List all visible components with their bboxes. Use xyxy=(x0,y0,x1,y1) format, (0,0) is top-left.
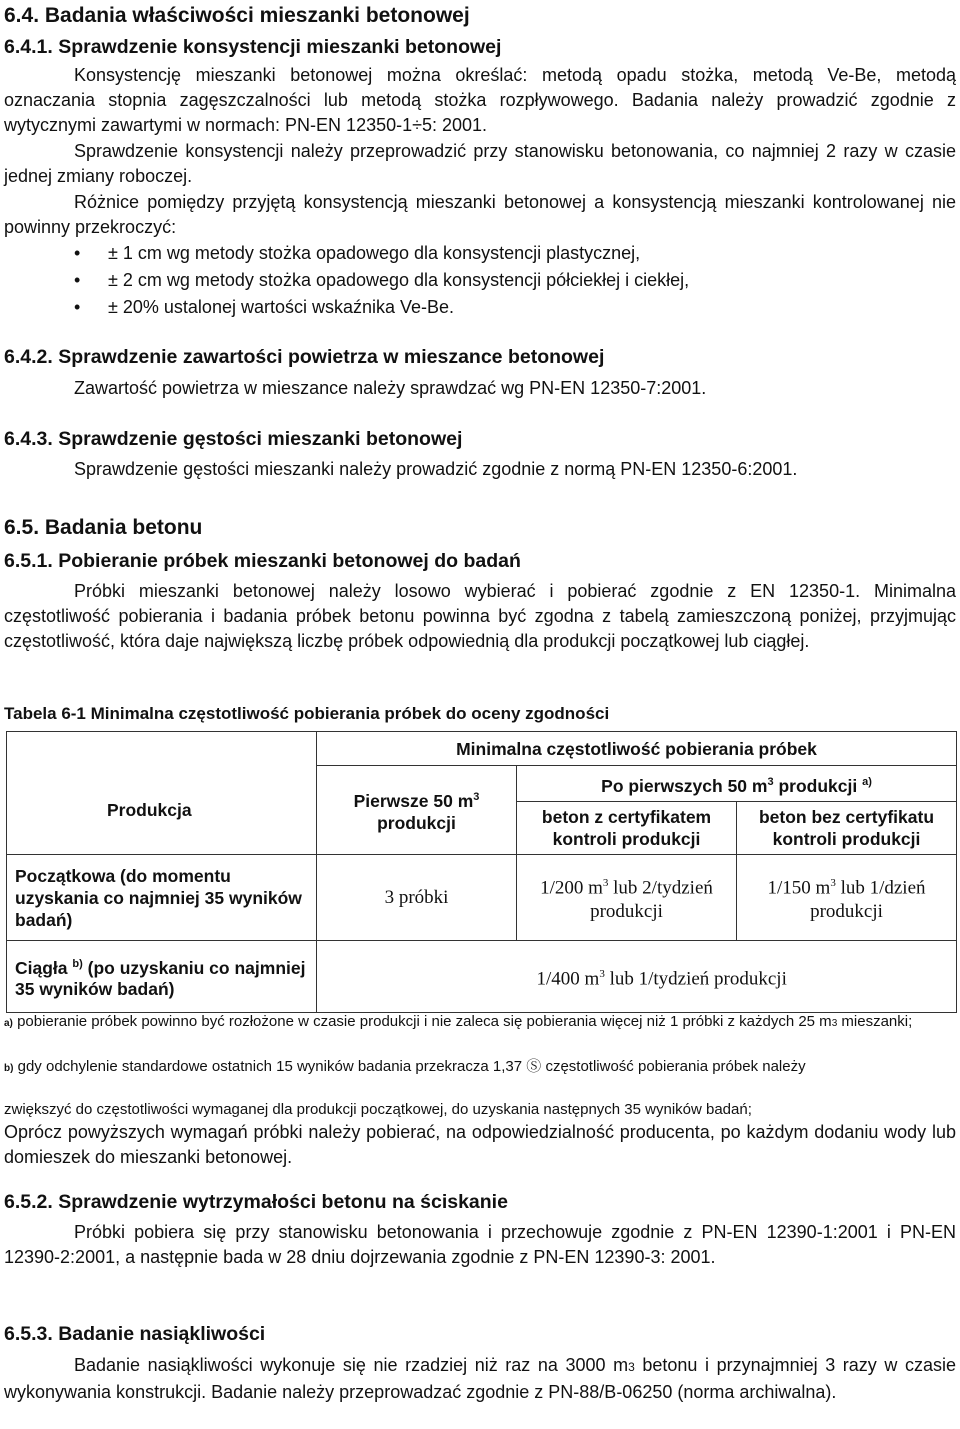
table-header-top: Minimalna częstotliwość pobierania próbek xyxy=(317,732,957,766)
section-heading-6-4-3: 6.4.3. Sprawdzenie gęstości mieszanki betonowej xyxy=(4,428,463,450)
table-corner xyxy=(7,732,317,766)
table-header-after-50: Po pierwszych 50 $m^3$ produkcji $^{a)}$ xyxy=(517,766,957,802)
section-heading-6-4-1: 6.4.1. Sprawdzenie konsystencji mieszanki betonowej xyxy=(4,36,502,58)
paragraph-additional-sampling: Oprócz powyższych wymagań próbki należy pobierać, na odpowiedzialność producenta, po każdym dodaniu wody lub domieszek do mieszanki betonowej. xyxy=(4,1122,956,1167)
table-header-with-certificate: beton z certyfikatem kontroli produkcji xyxy=(517,802,737,855)
table-header-without-certificate: beton bez certyfikatu kontroli produkcji xyxy=(737,802,957,855)
section-heading-6-5-3: 6.5.3. Badanie nasiąkliwości xyxy=(4,1323,266,1345)
table-cell-initial-nocert: 1/150 $m^3$ lub 1/dzień produkcji xyxy=(737,855,957,941)
paragraph-sampling: Próbki mieszanki betonowej należy losowo wybierać i pobierać zgodnie z EN 12350-1. Minimalna częstotliwość pobierania i badania próbek betonu powinna być zgodna z tabelą zamieszczoną poniżej, przyjmując częstotliwość, która daje największą liczbę próbek odpowiednią dla produkcji początkowej lub ciągłej. xyxy=(4,581,956,651)
table-caption: Tabela 6-1 Minimalna częstotliwość pobierania próbek do oceny zgodności xyxy=(4,704,610,723)
table-cell-continuous-first xyxy=(317,941,517,1013)
paragraph-consistency-tolerance: Różnice pomiędzy przyjętą konsystencją mieszanki betonowej a konsystencją mieszanki kontrolowanej nie powinny przekroczyć: xyxy=(4,192,956,237)
footnote-b-continued: zwiększyć do częstotliwości wymaganej dla produkcji początkowej, do uzyskania następnych 35 wyników badań; xyxy=(4,1101,752,1118)
section-heading-6-5: 6.5. Badania betonu xyxy=(4,516,203,539)
paragraph-density: Sprawdzenie gęstości mieszanki należy prowadzić zgodnie z normą PN-EN 12350-6:2001. xyxy=(74,459,798,479)
list-item: • ± 20% ustalonej wartości wskaźnika Ve-Be. xyxy=(4,294,956,321)
table-header-first-50: Pierwsze 50 $m^3$ produkcji xyxy=(317,766,517,855)
table-cell-continuous-value: 1/400 $m^3$ lub 1/tydzień produkcji xyxy=(517,941,957,1013)
table-cell-initial-cert: 1/200 $m^3$ lub 2/tydzień produkcji xyxy=(517,855,737,941)
section-heading-6-5-1: 6.5.1. Pobieranie próbek mieszanki betonowej do badań xyxy=(4,550,521,572)
table-row-initial-label: Początkowa (do momentu uzyskania co najmniej 35 wyników badań) xyxy=(7,855,317,941)
paragraph-air-content: Zawartość powietrza w mieszance należy sprawdzać wg PN-EN 12350-7:2001. xyxy=(74,378,707,398)
list-item: • ± 1 cm wg metody stożka opadowego dla konsystencji plastycznej, xyxy=(4,240,956,267)
bullet: • xyxy=(74,270,81,290)
table-row-continuous-label: Ciągła $^{b)}$ (po uzyskaniu co najmniej 35 wyników badań) xyxy=(7,941,317,1013)
section-heading-6-4-2: 6.4.2. Sprawdzenie zawartości powietrza w mieszance betonowej xyxy=(4,346,605,368)
table-cell-initial-first: 3 próbki xyxy=(317,855,517,941)
footnote-b: b) gdy odchylenie standardowe ostatnich 15 wyników badania przekracza 1,37 Ⓢ częstotliwość pobierania próbek należy xyxy=(4,1058,806,1075)
sampling-frequency-table xyxy=(6,731,957,1013)
bullet: • xyxy=(74,297,81,317)
section-heading-6-5-2: 6.5.2. Sprawdzenie wytrzymałości betonu na ściskanie xyxy=(4,1191,508,1213)
bullet: • xyxy=(74,243,81,263)
footnote-a: a) pobieranie próbek powinno być rozłożone w czasie produkcji i nie zaleca się pobierania więcej niż 1 próbki z każdych 25 m3 mieszanki; xyxy=(4,1013,913,1030)
list-item: • ± 2 cm wg metody stożka opadowego dla konsystencji półciekłej i ciekłej, xyxy=(4,267,956,294)
paragraph-consistency-frequency: Sprawdzenie konsystencji należy przeprowadzić przy stanowisku betonowania, co najmniej 2 razy w czasie jednej zmiany roboczej. xyxy=(4,141,956,186)
tolerance-list xyxy=(4,240,956,321)
paragraph-compressive-strength: Próbki pobiera się przy stanowisku betonowania i przechowuje zgodnie z PN-EN 12390-1:2001 i PN-EN 12390-2:2001, a następnie bada w 28 dniu dojrzewania zgodnie z PN-EN 12390-3: 2001. xyxy=(4,1222,956,1267)
table-header-production: Produkcja xyxy=(7,766,317,855)
section-heading-6-4: 6.4. Badania właściwości mieszanki betonowej xyxy=(4,4,470,27)
paragraph-absorption: Badanie nasiąkliwości wykonuje się nie rzadziej niż raz na 3000 m3 betonu i przynajmniej 3 razy w czasie wykonywania konstrukcji. Badanie należy przeprowadzać zgodnie z PN-88/B-06250 (norma archiwalna). xyxy=(4,1355,956,1402)
paragraph-consistency-methods: Konsystencję mieszanki betonowej można określać: metodą opadu stożka, metodą Ve-Be, metodą oznaczania stopnia zagęszczalności lub metodą stożka rozpływowego. Badania należy prowadzić zgodnie z wytycznymi zawartymi w normach: PN-EN 12350-1÷5: 2001. xyxy=(4,65,956,135)
